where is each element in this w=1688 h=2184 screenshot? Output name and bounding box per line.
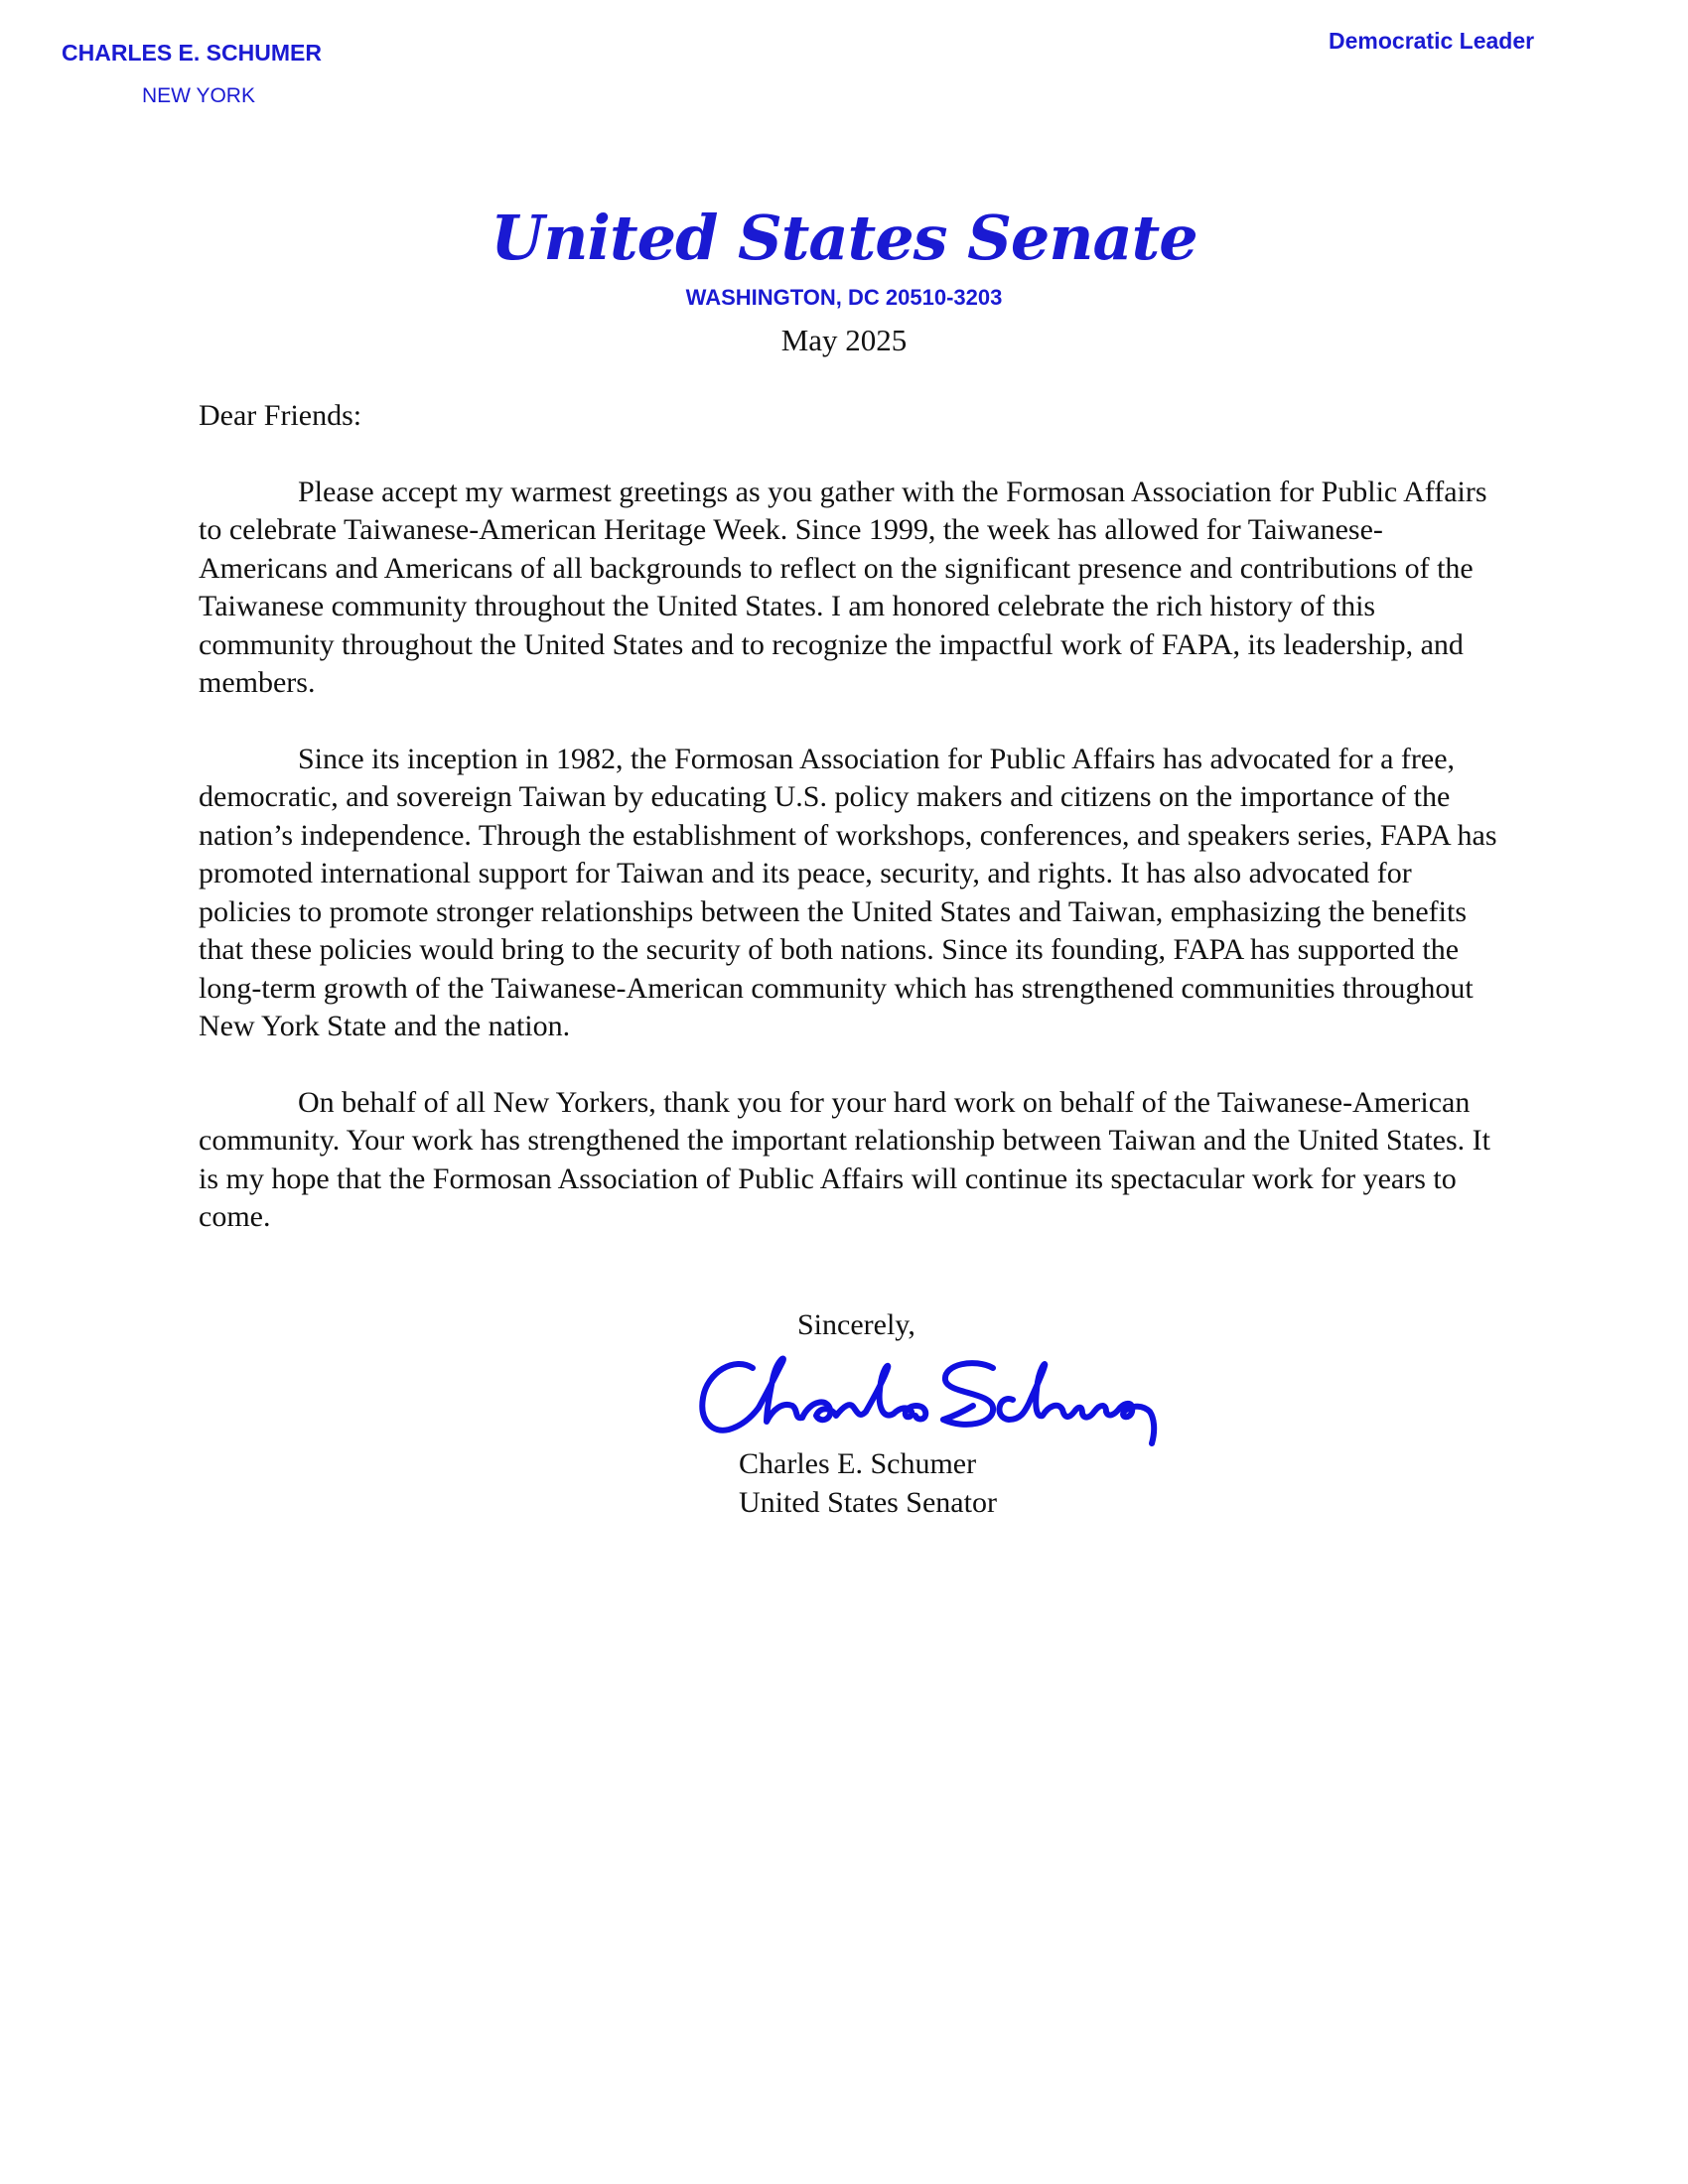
closing: Sincerely, — [797, 1308, 915, 1341]
signer-title: United States Senator — [739, 1485, 997, 1519]
letter-body — [199, 397, 1499, 1275]
senate-address: WASHINGTON, DC 20510-3203 — [685, 285, 1003, 310]
signer-name: Charles E. Schumer — [739, 1447, 977, 1480]
salutation: Dear Friends: — [199, 399, 362, 432]
leader-title: Democratic Leader — [1329, 28, 1535, 54]
body-paragraph-3: On behalf of all New Yorkers, thank you for your hard work on behalf of the Taiwanese-American community. Your work has strengthened the important relationship between Taiwan and the United States. It is my hope that the Formosan Association of Public Affairs will continue its spectacular work for years to come. — [199, 1085, 1490, 1233]
signer-block — [739, 1445, 997, 1522]
handwritten-signature — [695, 1350, 1162, 1449]
senate-title: United States Senate — [491, 202, 1197, 274]
sender-name: CHARLES E. SCHUMER — [62, 40, 322, 66]
body-paragraph-2: Since its inception in 1982, the Formosan Association for Public Affairs has advocated for a free, democratic, and sovereign Taiwan by educating U.S. policy makers and citizens on the importance of the nation’s independence. Through the establishment of workshops, conferences, and speakers series, FAPA has promoted international support for Taiwan and its peace, security, and rights. It has also advocated for policies to promote stronger relationships between the United States and Taiwan, emphasizing the benefits that these policies would bring to the security of both nations. Since its founding, FAPA has supported the long-term growth of the Taiwanese-American community which has strengthened communities throughout New York State and the nation. — [199, 742, 1497, 1042]
body-paragraph-1: Please accept my warmest greetings as you gather with the Formosan Association for Public Affairs to celebrate Taiwanese-American Heritage Week. Since 1999, the week has allowed for Taiwanese-Americans and Americans of all backgrounds to reflect on the significant presence and contributions of the Taiwanese community throughout the United States. I am honored celebrate the rich history of this community throughout the United States and to recognize the impactful work of FAPA, its leadership, and members. — [199, 475, 1487, 699]
letter-date: May 2025 — [780, 323, 908, 357]
sender-state: NEW YORK — [142, 84, 255, 107]
